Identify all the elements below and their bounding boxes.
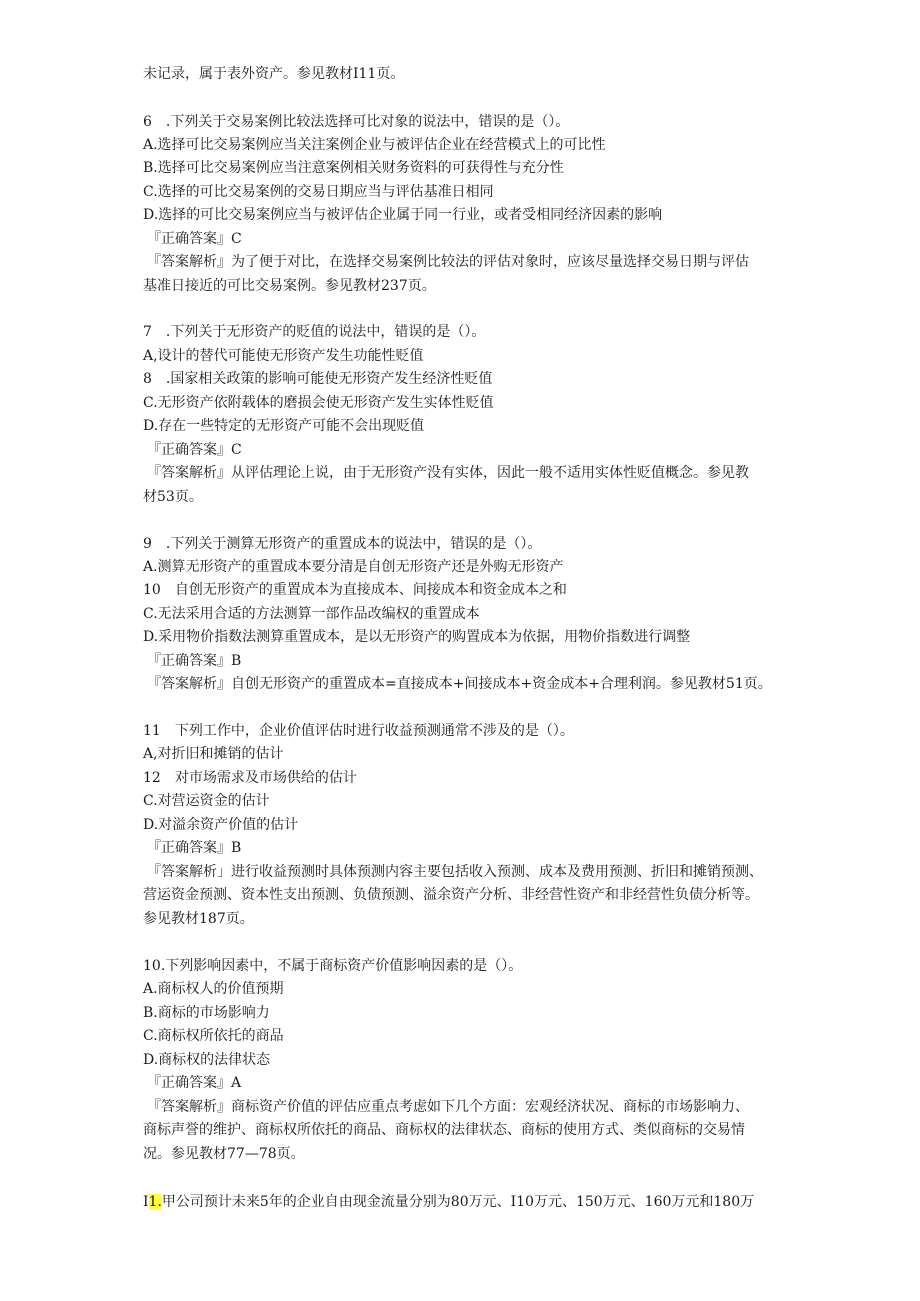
q10-option-c: C.商标权所依托的商品 bbox=[143, 1028, 284, 1044]
q9-option-d: D.采用物价指数法测算重置成本，是以无形资产的购置成本为依据，用物价指数进行调整 bbox=[143, 629, 691, 645]
continuation-text: 未记录，属于表外资产。参见教材I11页。 bbox=[143, 66, 405, 82]
q7-analysis-line1: 『答案解析』从评估理论上说，由于无形资产没有实体，因此一般不适用实体性贬值概念。参见教 bbox=[147, 465, 749, 481]
q11-analysis-line3: 参见教材187页。 bbox=[143, 911, 254, 927]
q10-option-a: A.商标权人的价值预期 bbox=[143, 981, 284, 997]
q7-option-c: C.无形资产依附载体的磨损会使无形资产发生实体性贬值 bbox=[143, 395, 494, 411]
q7-stem: 7 .下列关于无形资产的贬值的说法中，错误的是（）。 bbox=[143, 324, 486, 340]
q9-option-b: 10 自创无形资产的重置成本为直接成本、间接成本和资金成本之和 bbox=[143, 582, 567, 598]
q10-analysis-line1: 『答案解析』商标资产价值的评估应重点考虑如下几个方面：宏观经济状况、商标的市场影响力、 bbox=[147, 1099, 749, 1115]
q9-stem: 9 .下列关于测算无形资产的重置成本的说法中，错误的是（）。 bbox=[143, 536, 542, 552]
q-last-number-highlight: 1. bbox=[148, 1194, 162, 1210]
q11-answer: 『正确答案』B bbox=[147, 840, 242, 856]
q11-stem: 11 下列工作中，企业价值评估时进行收益预测通常不涉及的是（）。 bbox=[143, 723, 574, 739]
q10-analysis-line3: 况。参见教材77—78页。 bbox=[143, 1146, 305, 1162]
q7-answer: 『正确答案』C bbox=[147, 442, 242, 458]
q11-option-c: C.对营运资金的估计 bbox=[143, 793, 270, 809]
q10-answer: 『正确答案』A bbox=[147, 1075, 242, 1091]
q-last-stem: 甲公司预计未来5年的企业自由现金流量分别为80万元、I10万元、150万元、160万元和180万 bbox=[161, 1194, 755, 1210]
q6-option-a: A.选择可比交易案例应当关注案例企业与被评估企业在经营模式上的可比性 bbox=[143, 137, 606, 153]
q11-analysis-line2: 营运资金预测、资本性支出预测、负债预测、溢余资产分析、非经营性资产和非经营性负债分析等。 bbox=[143, 887, 759, 903]
q10-stem: 10.下列影响因素中，不属于商标资产价值影响因素的是（）。 bbox=[143, 958, 523, 974]
q6-answer: 『正确答案』C bbox=[147, 231, 242, 247]
q11-option-b: 12 对市场需求及市场供给的估计 bbox=[143, 770, 357, 786]
q11-analysis-line1: 『答案解析」进行收益预测时具体预测内容主要包括收入预测、成本及费用预测、折旧和摊销预测、 bbox=[147, 864, 763, 880]
q9-answer: 『正确答案』B bbox=[147, 653, 242, 669]
q9-option-c: C.无法采用合适的方法测算一部作品改编权的重置成本 bbox=[143, 606, 480, 622]
q-last-stem-line bbox=[143, 1192, 833, 1212]
q10-option-d: D.商标权的法律状态 bbox=[143, 1052, 271, 1068]
q6-analysis-line1: 『答案解析』为了便于对比，在选择交易案例比较法的评估对象时，应该尽量选择交易日期与评估 bbox=[147, 254, 749, 270]
q6-option-b: B.选择可比交易案例应当注意案例相关财务资料的可获得性与充分性 bbox=[143, 160, 564, 176]
q7-analysis-line2: 材53页。 bbox=[143, 489, 203, 505]
q10-option-b: B.商标的市场影响力 bbox=[143, 1005, 270, 1021]
q9-analysis-line1: 『答案解析』自创无形资产的重置成本=直接成本+间接成本+资金成本+合理利润。参见教材51页。 bbox=[147, 676, 772, 692]
q7-option-d: D.存在一些特定的无形资产可能不会出现贬值 bbox=[143, 418, 425, 434]
q6-stem: 6 .下列关于交易案例比较法选择可比对象的说法中，错误的是（）。 bbox=[143, 114, 570, 130]
q6-analysis-line2: 基准日接近的可比交易案例。参见教材237页。 bbox=[143, 278, 436, 294]
q-last-prefix: I bbox=[143, 1194, 149, 1210]
q6-option-c: C.选择的可比交易案例的交易日期应当与评估基准日相同 bbox=[143, 184, 494, 200]
q11-option-a: A,对折旧和摊销的估计 bbox=[143, 746, 284, 762]
q10-analysis-line2: 商标声誉的维护、商标权所依托的商品、商标权的法律状态、商标的使用方式、类似商标的交易情 bbox=[143, 1122, 745, 1138]
q6-option-d: D.选择的可比交易案例应当与被评估企业属于同一行业，或者受相同经济因素的影响 bbox=[143, 207, 663, 223]
q7-option-a: A,设计的替代可能使无形资产发生功能性贬值 bbox=[143, 348, 424, 364]
q7-option-b: 8 .国家相关政策的影响可能使无形资产发生经济性贬值 bbox=[143, 371, 493, 387]
q11-option-d: D.对溢余资产价值的估计 bbox=[143, 817, 299, 833]
q9-option-a: A.测算无形资产的重置成本要分清是自创无形资产还是外购无形资产 bbox=[143, 559, 564, 575]
